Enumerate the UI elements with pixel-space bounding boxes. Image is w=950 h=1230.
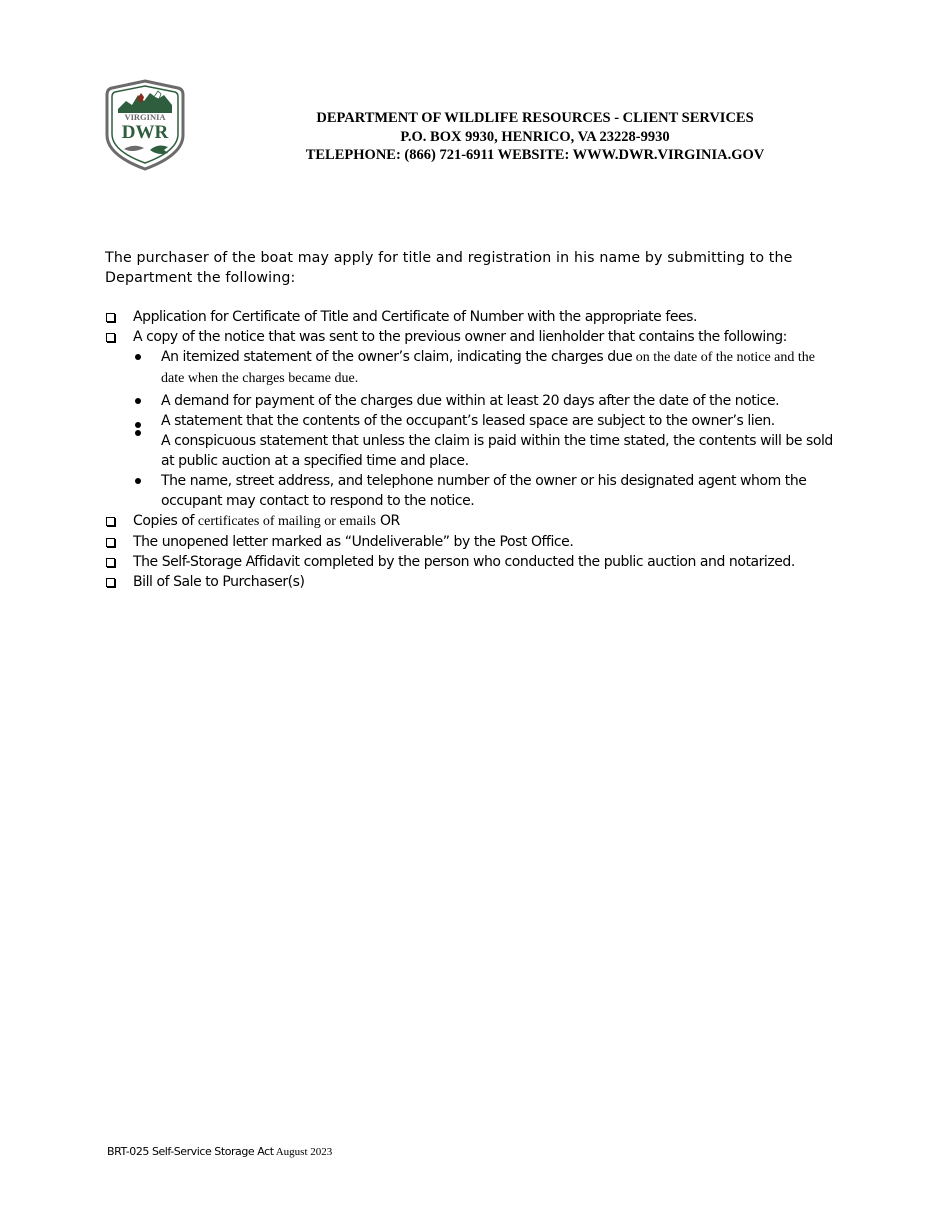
checkbox-icon xyxy=(106,313,115,322)
logo-text-virginia: VIRGINIA xyxy=(124,112,166,122)
sub-list-item: A statement that the contents of the occupant’s leased space are subject to the owner’s lien. xyxy=(105,411,840,431)
bullet-icon xyxy=(135,354,141,360)
sub-list-item: A conspicuous statement that unless the claim is paid within the time stated, the contents will be sold at public auction at a specified time and place. xyxy=(105,431,840,471)
list-item: Copies of certificates of mailing or emails OR xyxy=(105,511,840,532)
bullet-icon xyxy=(135,430,141,436)
list-item: Application for Certificate of Title and Certificate of Number with the appropriate fees. xyxy=(105,307,840,327)
sub-list-item: The name, street address, and telephone number of the owner or his designated agent whom the occupant may contact to respond to the notice. xyxy=(105,471,840,511)
header-department: DEPARTMENT OF WILDLIFE RESOURCES - CLIENT SERVICES xyxy=(316,110,754,126)
list-item: The Self-Storage Affidavit completed by the person who conducted the public auction and notarized. xyxy=(105,552,840,572)
header-address: P.O. BOX 9930, HENRICO, VA 23228-9930 xyxy=(400,128,670,145)
sub-list-item: An itemized statement of the owner’s claim, indicating the charges due on the date of the notice and the date when the charges became due. xyxy=(105,347,840,389)
header-contact: TELEPHONE: (866) 721-6911 WEBSITE: WWW.DWR.VIRGINIA.GOV xyxy=(305,147,765,163)
sub-list-item: A demand for payment of the charges due within at least 20 days after the date of the notice. xyxy=(105,391,840,411)
form-id: BRT-025 Self-Service Storage Act xyxy=(107,1145,274,1158)
bullet-icon xyxy=(135,422,141,428)
list-item: Bill of Sale to Purchaser(s) xyxy=(105,572,840,592)
bullet-icon xyxy=(135,478,141,484)
dwr-logo xyxy=(104,79,186,171)
checkbox-icon xyxy=(106,578,115,587)
checkbox-icon xyxy=(106,538,115,547)
list-item: The unopened letter marked as “Undeliverable” by the Post Office. xyxy=(105,532,840,552)
checkbox-icon xyxy=(106,517,115,526)
requirements-list xyxy=(105,307,840,592)
bullet-icon xyxy=(135,398,141,404)
agency-header xyxy=(240,109,830,165)
intro-paragraph: The purchaser of the boat may apply for title and registration in his name by submitting to the Department the following: xyxy=(105,250,793,286)
logo-text-dwr: DWR xyxy=(121,122,169,143)
checkbox-icon xyxy=(106,333,115,342)
form-footer xyxy=(107,1145,332,1158)
checkbox-icon xyxy=(106,558,115,567)
form-date: August 2023 xyxy=(273,1146,333,1158)
list-item: A copy of the notice that was sent to the previous owner and lienholder that contains the following: xyxy=(105,327,840,347)
